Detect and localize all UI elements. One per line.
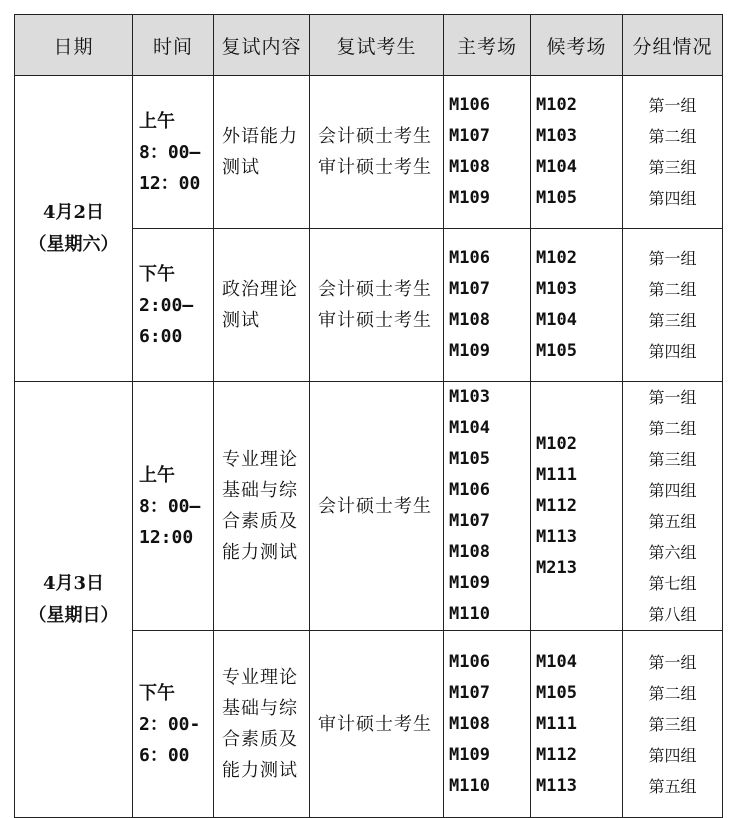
- date-cell: [15, 382, 133, 818]
- time-start: 2：00-: [139, 713, 201, 735]
- content-line: 基础与综: [222, 698, 298, 719]
- room-item: M106: [449, 95, 490, 115]
- time-cell: [133, 631, 214, 818]
- time-start: 8：00—: [139, 495, 201, 517]
- room-item: M108: [449, 310, 490, 330]
- content-line: 测试: [222, 310, 260, 331]
- time-cell: [133, 229, 214, 382]
- group-item: 第四组: [648, 745, 697, 765]
- group-item: 第二组: [648, 280, 697, 299]
- group-item: 第一组: [648, 652, 697, 672]
- room-item: M102: [536, 95, 577, 115]
- time-period: 下午: [139, 682, 175, 704]
- wait-room-cell: [531, 382, 623, 631]
- candidates-cell: [310, 229, 444, 382]
- group-item: 第三组: [648, 714, 697, 734]
- main-room-cell: [444, 229, 531, 382]
- room-item: M104: [536, 310, 577, 330]
- content-line: 能力测试: [222, 542, 298, 563]
- group-item: 第六组: [648, 543, 697, 562]
- wait-room-cell: [531, 229, 623, 382]
- header-content: 复试内容: [214, 15, 310, 76]
- room-item: M113: [536, 775, 577, 796]
- group-item: 第三组: [648, 450, 697, 469]
- groups-cell: [623, 382, 723, 631]
- group-item: 第七组: [648, 574, 697, 593]
- main-room-cell: [444, 76, 531, 229]
- date-cell: [15, 76, 133, 382]
- content-line: 外语能力: [222, 126, 298, 147]
- room-item: M110: [449, 604, 490, 624]
- room-item: M104: [536, 157, 577, 177]
- room-item: M103: [536, 126, 577, 146]
- groups-cell: [623, 229, 723, 382]
- time-cell: [133, 76, 214, 229]
- time-cell: [133, 382, 214, 631]
- groups-cell: [623, 631, 723, 818]
- room-item: M107: [449, 511, 490, 531]
- room-item: M107: [449, 279, 490, 299]
- time-period: 下午: [139, 263, 175, 285]
- room-item: M110: [449, 775, 490, 796]
- date-text: 4月2日: [42, 201, 105, 223]
- exam-schedule-table: [14, 14, 723, 818]
- wait-room-cell: [531, 631, 623, 818]
- group-item: 第五组: [648, 512, 697, 531]
- room-item: M103: [536, 279, 577, 299]
- time-end: 12：00: [139, 172, 201, 194]
- room-item: M105: [449, 449, 490, 469]
- header-date: 日期: [15, 15, 133, 76]
- wait-room-cell: [531, 76, 623, 229]
- room-item: M107: [449, 126, 490, 146]
- content-cell: [214, 76, 310, 229]
- room-item: M103: [449, 387, 490, 407]
- candidates-cell: [310, 76, 444, 229]
- room-item: M113: [536, 526, 577, 547]
- time-end: 6:00: [139, 325, 183, 347]
- content-cell: [214, 382, 310, 631]
- content-line: 专业理论: [222, 449, 298, 470]
- weekday-text: （星期日）: [28, 604, 119, 626]
- time-start: 2:00—: [139, 294, 194, 316]
- candidate-line: 会计硕士考生: [318, 495, 432, 517]
- room-item: M112: [536, 495, 577, 516]
- room-item: M109: [449, 188, 490, 208]
- groups-cell: [623, 76, 723, 229]
- group-item: 第二组: [648, 419, 697, 438]
- candidates-cell: [310, 631, 444, 818]
- room-item: M105: [536, 682, 577, 703]
- time-period: 上午: [139, 464, 175, 486]
- room-item: M102: [536, 433, 577, 454]
- time-end: 12:00: [139, 526, 194, 548]
- room-item: M111: [536, 713, 577, 734]
- room-item: M104: [449, 418, 490, 438]
- candidate-line: 审计硕士考生: [318, 713, 432, 735]
- group-item: 第四组: [648, 189, 697, 208]
- candidate-line: 审计硕士考生: [318, 157, 432, 178]
- group-item: 第一组: [648, 96, 697, 115]
- content-line: 合素质及: [222, 511, 298, 532]
- group-item: 第一组: [648, 249, 697, 268]
- room-item: M105: [536, 188, 577, 208]
- main-room-cell: [444, 382, 531, 631]
- candidate-line: 会计硕士考生: [318, 126, 432, 147]
- header-candidates: 复试考生: [310, 15, 444, 76]
- content-line: 测试: [222, 157, 260, 178]
- time-period: 上午: [139, 110, 175, 132]
- group-item: 第四组: [648, 481, 697, 500]
- room-item: M108: [449, 157, 490, 177]
- group-item: 第一组: [648, 388, 697, 407]
- header-groups: 分组情况: [623, 15, 723, 76]
- room-item: M102: [536, 248, 577, 268]
- content-line: 专业理论: [222, 667, 298, 688]
- weekday-text: （星期六）: [28, 233, 119, 255]
- header-wait-room: 候考场: [531, 15, 623, 76]
- date-text: 4月3日: [42, 572, 105, 594]
- group-item: 第五组: [648, 776, 697, 796]
- content-cell: [214, 631, 310, 818]
- group-item: 第四组: [648, 342, 697, 361]
- group-item: 第三组: [648, 311, 697, 330]
- room-item: M213: [536, 557, 577, 578]
- content-line: 基础与综: [222, 480, 298, 501]
- room-item: M106: [449, 480, 490, 500]
- main-room-cell: [444, 631, 531, 818]
- room-item: M104: [536, 651, 577, 672]
- content-line: 能力测试: [222, 760, 298, 781]
- content-line: 合素质及: [222, 729, 298, 750]
- room-item: M105: [536, 341, 577, 361]
- room-item: M112: [536, 744, 577, 765]
- room-item: M109: [449, 573, 490, 593]
- candidates-cell: [310, 382, 444, 631]
- header-row: [15, 15, 723, 76]
- room-item: M108: [449, 713, 490, 734]
- room-item: M106: [449, 651, 490, 672]
- header-main-room: 主考场: [444, 15, 531, 76]
- content-cell: [214, 229, 310, 382]
- table-row: [15, 76, 723, 229]
- header-time: 时间: [133, 15, 214, 76]
- group-item: 第二组: [648, 683, 697, 703]
- time-start: 8：00—: [139, 141, 201, 163]
- group-item: 第八组: [648, 605, 697, 624]
- room-item: M107: [449, 682, 490, 703]
- group-item: 第二组: [648, 127, 697, 146]
- table-row: [15, 382, 723, 631]
- candidate-line: 会计硕士考生: [318, 279, 432, 300]
- room-item: M106: [449, 248, 490, 268]
- room-item: M108: [449, 542, 490, 562]
- content-line: 政治理论: [222, 279, 298, 300]
- candidate-line: 审计硕士考生: [318, 310, 432, 331]
- group-item: 第三组: [648, 158, 697, 177]
- room-item: M111: [536, 464, 577, 485]
- room-item: M109: [449, 744, 490, 765]
- time-end: 6：00: [139, 744, 190, 766]
- room-item: M109: [449, 341, 490, 361]
